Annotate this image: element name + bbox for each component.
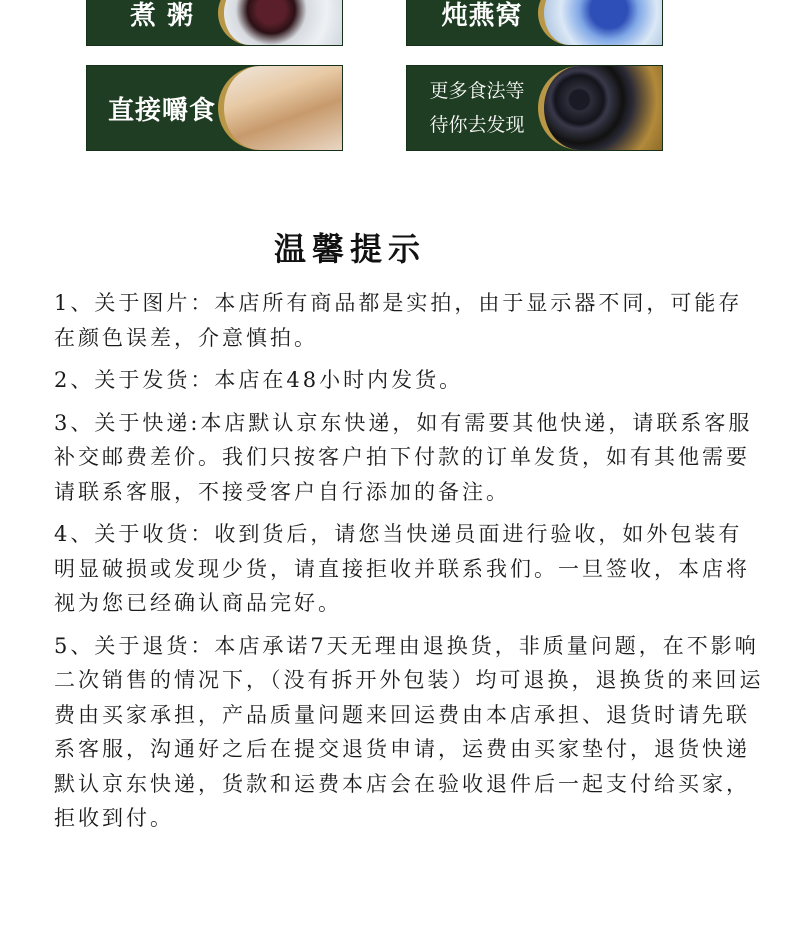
tips-list — [54, 286, 766, 836]
usage-card-label-line: 更多食法等 — [429, 80, 525, 102]
tips-title: 温馨提示 — [273, 230, 426, 268]
usage-card-porridge — [86, 0, 343, 46]
black-goji-berries-photo — [538, 66, 662, 150]
usage-card-label-line: 待你去发现 — [429, 114, 525, 136]
usage-card-label: 直接嚼食 — [107, 95, 216, 126]
usage-card-label: 煮 粥 — [129, 0, 195, 31]
tip-item: 2、关于发货：本店在48小时内发货。 — [54, 368, 464, 392]
tip-item: 4、关于收货：收到货后，请您当快递员面进行验收，如外包装有明显破损或发现少货，请直接拒收并联系我们。一旦签收，本店将视为您已经确认商品完好。 — [54, 522, 750, 615]
tip-item: 3、关于快递:本店默认京东快递，如有需要其他快递，请联系客服补交邮费差价。我们只按客户拍下付款的订单发货，如有其他需要请联系客服，不接受客户自行添加的备注。 — [54, 410, 753, 504]
usage-card-bird-nest — [406, 0, 663, 46]
tip-item: 1、关于图片：本店所有商品都是实拍，由于显示器不同，可能存在颜色误差，介意慎拍。 — [54, 291, 743, 350]
usage-card-label: 炖燕窝 — [441, 0, 523, 31]
tip-item: 5、关于退货：本店承诺7天无理由退换货，非质量问题，在不影响二次销售的情况下，（没有拆开外包装）均可退换，退换货的来回运费由买家承担，产品质量问题来回运费由本店承担、退货时请先联系客服，沟通好之后在提交退货申请，运费由买家垫付，退货快递默认京东快递，货款和运费本店会在验收退件后一起支付给买家，拒收到付。 — [54, 633, 764, 830]
usage-card-label — [407, 66, 547, 150]
usage-card-chew — [86, 65, 343, 151]
usage-card-more — [406, 65, 663, 151]
